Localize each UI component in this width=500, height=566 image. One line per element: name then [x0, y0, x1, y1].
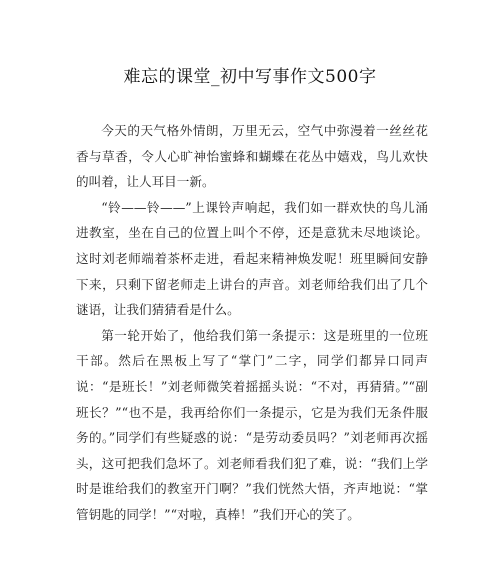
- paragraph: [76, 195, 428, 323]
- paragraph-text: “铃——铃——”上课铃声响起，我们如一群欢快的鸟儿涌进教室，坐在自己的位置上叫个不停，还是意犹未尽地谈论。这时刘老师端着茶杯走进，看起来精神焕发呢！班里瞬间安静下来，只剩下留老师走上讲台的声音。刘老师给我们出了几个谜语，让我们猜猜看是什么。: [76, 199, 428, 318]
- paragraph-text: 第一轮开始了，他给我们第一条提示：这是班里的一位班干部。然后在黑板上写了“掌门”二字，同学们都异口同声说：“是班长！”刘老师微笑着摇摇头说：“不对，再猜猜。”“副班长？”“也不是，我再给你们一条提示，它是为我们无条件服务的。”同学们有些疑惑的说：“是劳动委员吗？”刘老师再次摇头，这可把我们急坏了。刘老师看我们犯了难，说：“我们上学时是谁给我们的教室开门啊？”我们恍然大悟，齐声地说：“掌管钥匙的同学！”“对啦，真棒！”我们开心的笑了。: [76, 327, 428, 522]
- paragraph-text: 今天的天气格外情朗，万里无云，空气中弥漫着一丝丝花香与草香，令人心旷神怡蜜蜂和蝴蝶在花丛中嬉戏，鸟儿欢快的叫着，让人耳目一新。: [76, 123, 428, 190]
- bottom-fade: [0, 548, 500, 566]
- paragraph: [76, 323, 428, 528]
- document-title: 难忘的课堂_初中写事作文500字: [123, 67, 377, 87]
- paragraph: [76, 118, 428, 195]
- document-body: [76, 118, 428, 528]
